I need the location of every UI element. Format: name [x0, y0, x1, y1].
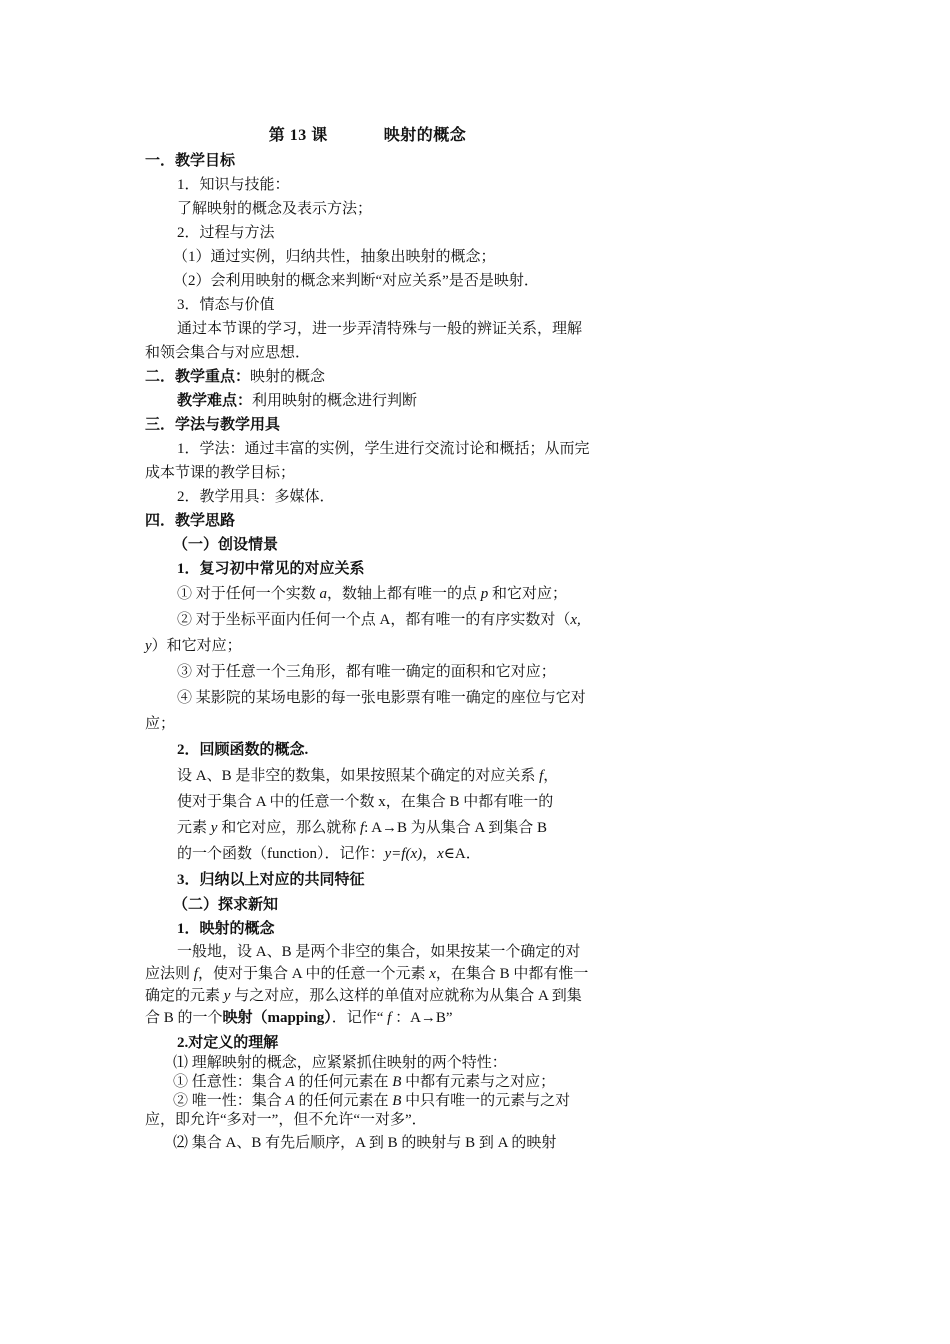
document-page: [145, 124, 590, 1156]
understanding-2: ⑵ 集合 A、B 有先后顺序，A 到 B 的映射与 B 到 A 的映射: [173, 1135, 557, 1151]
correspondence-2: [145, 607, 590, 659]
f4-text-a: 的一个函数（function）．记作：: [177, 846, 385, 862]
mapping-term: 映射（mapping）: [222, 1010, 332, 1026]
s1-line-4: （1）通过实例，归纳共性，抽象出映射的概念；: [173, 249, 496, 265]
s1-line-5: （2）会利用映射的概念来判断“对应关系”是否是映射．: [173, 273, 539, 289]
mapping-concept-heading: 1．映射的概念: [177, 921, 275, 937]
d2-set-a: A: [285, 1074, 295, 1090]
c2-text-a: ② 对于坐标平面内任何一个点 A，都有唯一的有序实数对（: [177, 612, 571, 628]
s3-line-2: 2．教学用具：多媒体．: [177, 489, 335, 505]
d3-text-b: 的任何元素在: [294, 1093, 393, 1109]
d3-text-a: ② 唯一性：集合: [173, 1093, 286, 1109]
m1-var-f: f: [193, 966, 198, 982]
page-title: [145, 124, 590, 148]
s1-line-7: 通过本节课的学习，进一步弄清特殊与一般的辨证关系，理解和领会集合与对应思想．: [145, 321, 583, 361]
c2-var-xy: x, y: [145, 612, 581, 654]
f3-text-b: 和它对应，那么就称: [217, 820, 360, 836]
f3-text-d: : A→B 为从集合 A 到集合 B: [364, 820, 548, 836]
d2-text-b: 的任何元素在: [294, 1074, 393, 1090]
subsection-1-heading: （一）创设情景: [173, 537, 279, 553]
difficulty-label: 教学难点：: [177, 393, 253, 409]
f1-var: f: [539, 768, 544, 784]
s3-line-1: 1．学法：通过丰富的实例，学生进行交流讨论和概括；从而完成本节课的教学目标；: [145, 441, 590, 481]
f4-comma: ，: [422, 846, 438, 862]
understanding-arbitrary: [145, 1073, 590, 1092]
review-heading: 1．复习初中常见的对应关系: [177, 561, 365, 577]
function-line-1: [177, 763, 590, 789]
d2-text-c: 中都有元素与之对应；: [401, 1074, 556, 1090]
d3-text-c: 中只有唯一的元素与之对应，即允许“多对一”，但不允许“一对多”．: [145, 1093, 571, 1128]
section-1-heading: 一．教学目标: [145, 153, 236, 169]
c1-var-a: a: [319, 586, 328, 602]
f3-text-a: 元素: [177, 820, 211, 836]
mapping-definition: [145, 941, 590, 1029]
m1-text-e: ．记作“: [331, 1010, 388, 1026]
d3-set-a: A: [285, 1093, 295, 1109]
function-review-heading: 2．回顾函数的概念.: [177, 742, 309, 758]
c1-text-a: ① 对于任何一个实数: [177, 586, 320, 602]
c1-var-p: p: [480, 586, 489, 602]
d2-text-a: ① 任意性：集合: [173, 1074, 286, 1090]
section-2-difficulty: [145, 389, 590, 413]
function-line-3: [177, 815, 590, 841]
function-line-4: [177, 841, 590, 867]
f3-var-y: y: [210, 820, 218, 836]
correspondence-3: ③ 对于任意一个三角形，都有唯一确定的面积和它对应；: [177, 664, 556, 680]
section-4-heading: 四．教学思路: [145, 513, 236, 529]
s1-line-6: 3．情态与价值: [177, 297, 275, 313]
key-point-label: 二．教学重点：: [145, 369, 251, 385]
s1-line-2: 了解映射的概念及表示方法；: [177, 201, 373, 217]
f1-text: 设 A、B 是非空的数集，如果按照某个确定的对应关系: [177, 768, 540, 784]
understanding-unique: [145, 1092, 590, 1130]
correspondence-1: [145, 581, 590, 607]
f4-var-x: x: [437, 846, 444, 862]
s1-line-3: 2．过程与方法: [177, 225, 275, 241]
understanding-1: ⑴ 理解映射的概念，应紧紧抓住映射的两个特性：: [173, 1055, 507, 1071]
lesson-number: 第 13 课: [268, 127, 328, 144]
section-3-heading: 三．学法与教学用具: [145, 417, 281, 433]
f3-var-f: f: [359, 820, 365, 836]
difficulty-text: 利用映射的概念进行判断: [252, 393, 418, 409]
f4-text-c: ∈A．: [443, 846, 481, 862]
key-point-text: 映射的概念: [250, 369, 326, 385]
c2-text-b: ）和它对应；: [151, 638, 242, 654]
definition-understanding-heading: 2.对定义的理解: [177, 1035, 279, 1051]
m1-text: 一般地，设 A、B 是两个非空的集合，如果按某一个确定的对应法则: [145, 944, 581, 982]
function-line-2: 使对于集合 A 中的任意一个数 x，在集合 B 中都有唯一的: [177, 794, 554, 810]
function-definition: [145, 763, 590, 867]
c1-text-b: ，数轴上都有唯一的点: [327, 586, 481, 602]
m1-text-g: ：A→B”: [391, 1010, 453, 1026]
f4-formula: y=f(x): [384, 846, 423, 862]
c1-text-c: 和它对应；: [488, 586, 568, 602]
subsection-2-heading: （二）探求新知: [173, 897, 279, 913]
m1-var-f2: f: [387, 1010, 392, 1026]
m1-var-y: y: [223, 988, 231, 1004]
m1-var-x: x: [429, 966, 436, 982]
s1-line-1: 1．知识与技能：: [177, 177, 290, 193]
section-2-key-point: [145, 365, 590, 389]
m1-text-b: ，使对于集合 A 中的任意一个元素: [197, 966, 430, 982]
lesson-topic: 映射的概念: [383, 127, 467, 144]
d3-set-b: B: [392, 1093, 402, 1109]
m1-text-d: 与之对应，那么这样的单值对应就称为从集合 A 到集合 B 的一个: [145, 988, 582, 1026]
common-features-heading: 3．归纳以上对应的共同特征: [177, 872, 365, 888]
f1-end: ，: [543, 768, 559, 784]
d2-set-b: B: [392, 1074, 402, 1090]
m1-text-c: ，在集合 B 中都有惟一确定的元素: [145, 966, 589, 1004]
correspondence-4: ④ 某影院的某场电影的每一张电影票有唯一确定的座位与它对应；: [145, 690, 586, 732]
